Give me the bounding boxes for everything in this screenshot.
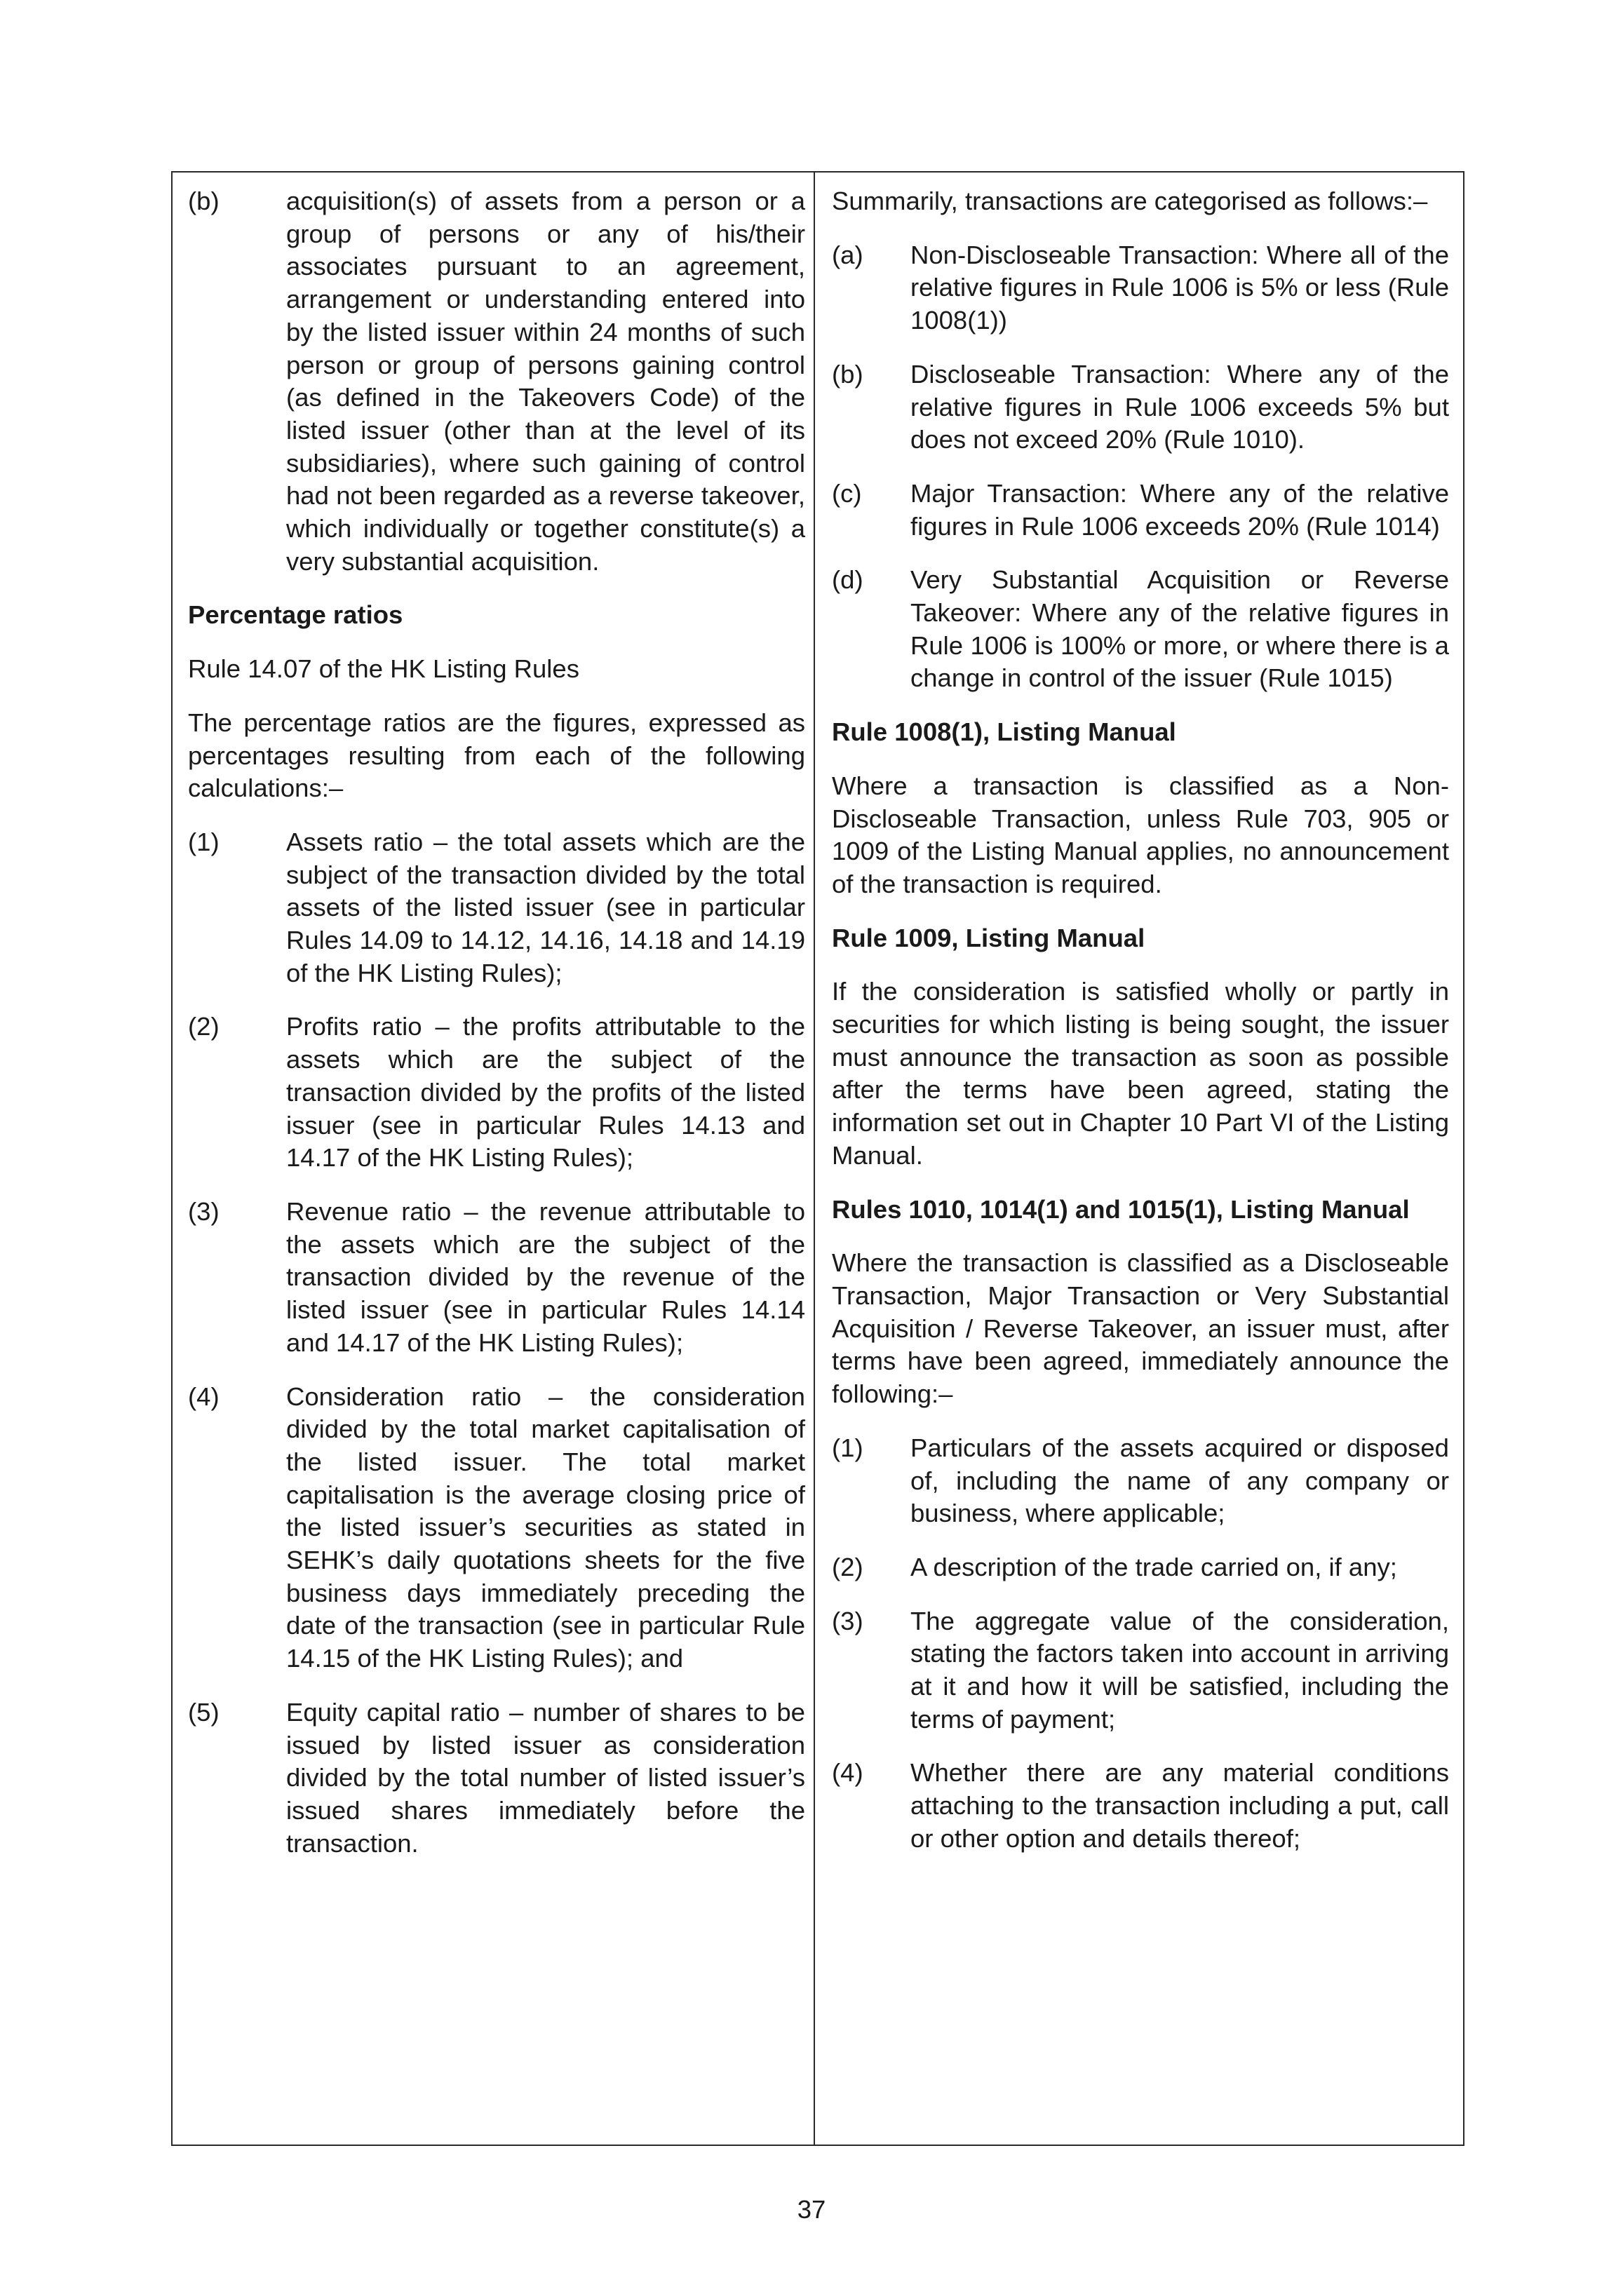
para-rule-1008: Where a transaction is classified as a Non-Discloseable Transaction, unless Rule 703, 905 or 1009 of the Listing Manual applies, no announcement of the transaction is required. xyxy=(832,771,1449,898)
left-column xyxy=(188,185,805,1860)
para-rule-1009: If the consideration is satisfied wholly or partly in securities for which listing is being sought, the issuer must announce the transaction as soon as possible after the terms have been agreed, stating the information set out in Chapter 10 Part VI of the Listing Manual. xyxy=(832,977,1449,1170)
item-label: (b) xyxy=(188,187,220,215)
announce-item-4 xyxy=(832,1757,1449,1855)
item-text: Non-Discloseable Transaction: Where all of the relative figures in Rule 1006 is 5% or less (Rule 1008(1)) xyxy=(910,240,1449,335)
left-item-b xyxy=(188,185,805,578)
item-label: (d) xyxy=(832,565,863,595)
item-label: (c) xyxy=(832,478,862,508)
ratio-item-revenue xyxy=(188,1196,805,1360)
item-label: (3) xyxy=(832,1606,863,1635)
item-label: (a) xyxy=(832,240,863,269)
item-text: Major Transaction: Where any of the relative figures in Rule 1006 exceeds 20% (Rule 1014) xyxy=(910,478,1449,541)
category-item-a xyxy=(832,239,1449,337)
para-rules-1010-1014-1015: Where the transaction is classified as a Discloseable Transaction, Major Transaction or Very Substantial Acquisition / Reverse Takeover, an issuer must, after terms have been agreed, immediately announce the following:– xyxy=(832,1248,1449,1409)
item-text: The aggregate value of the consideration, stating the factors taken into account in arriving at it and how it will be satisfied, including the terms of payment; xyxy=(910,1606,1449,1734)
item-text: Profits ratio – the profits attributable to the assets which are the subject of the transaction divided by the profits of the listed issuer (see in particular Rules 14.13 and 14.17 of the HK Listing Rules); xyxy=(286,1012,805,1173)
item-label: (2) xyxy=(832,1552,863,1581)
announce-item-3 xyxy=(832,1605,1449,1736)
ratio-item-profits xyxy=(188,1011,805,1175)
heading-rule-1008: Rule 1008(1), Listing Manual xyxy=(832,717,1176,747)
item-label: (b) xyxy=(832,359,863,389)
page-number: 37 xyxy=(797,2195,826,2224)
heading-rule-1009: Rule 1009, Listing Manual xyxy=(832,923,1145,952)
item-label: (1) xyxy=(188,827,220,856)
ratio-item-consideration xyxy=(188,1381,805,1675)
item-label: (2) xyxy=(188,1012,220,1041)
rule-reference: Rule 14.07 of the HK Listing Rules xyxy=(188,654,579,684)
announce-item-1 xyxy=(832,1432,1449,1530)
item-text: acquisition(s) of assets from a person or a group of persons or any of his/their associates pursuant to an agreement, arrangement or understanding entered into by the listed issuer within 24 months of such person or group of persons gaining control (as defined in the Takeovers Code) of the listed issuer (other than at the level of its subsidiaries), where such gaining of control had not been regarded as a reverse takeover, which individually or together constitute(s) a very substantial acquisition. xyxy=(286,187,805,576)
ratio-item-equity-capital xyxy=(188,1696,805,1861)
item-text: Assets ratio – the total assets which are the subject of the transaction divided by the total assets of the listed issuer (see in particular Rules 14.09 to 14.12, 14.16, 14.18 and 14.19 of the HK Listing Rules); xyxy=(286,827,805,987)
summary-intro: Summarily, transactions are categorised as follows:– xyxy=(832,187,1428,215)
category-item-d xyxy=(832,564,1449,695)
item-label: (5) xyxy=(188,1697,220,1727)
item-label: (4) xyxy=(188,1382,220,1411)
heading-rules-1010-1014-1015: Rules 1010, 1014(1) and 1015(1), Listing Manual xyxy=(832,1194,1410,1224)
item-text: Particulars of the assets acquired or disposed of, including the name of any company or business, where applicable; xyxy=(910,1433,1449,1528)
item-text: Consideration ratio – the consideration divided by the total market capitalisation of the listed issuer. The total market capitalisation is the average closing price of the listed issuer’s securities as stated in SEHK’s daily quotations sheets for the five business days immediately preceding the date of the transaction (see in particular Rule 14.15 of the HK Listing Rules); and xyxy=(286,1382,805,1673)
item-text: Equity capital ratio – number of shares to be issued by listed issuer as consideration divided by the total number of listed issuer’s issued shares immediately before the transaction. xyxy=(286,1697,805,1858)
heading-percentage-ratios: Percentage ratios xyxy=(188,600,403,630)
announce-item-2 xyxy=(832,1551,1449,1584)
ratios-intro: The percentage ratios are the figures, expressed as percentages resulting from each of the following calculations:– xyxy=(188,708,805,803)
item-label: (3) xyxy=(188,1196,220,1226)
item-text: Very Substantial Acquisition or Reverse Takeover: Where any of the relative figures in Rule 1006 is 100% or more, or where there is a change in control of the issuer (Rule 1015) xyxy=(910,565,1449,693)
item-text: Revenue ratio – the revenue attributable to the assets which are the subject of the transaction divided by the revenue of the listed issuer (see in particular Rules 14.14 and 14.17 of the HK Listing Rules); xyxy=(286,1196,805,1357)
item-text: Whether there are any material conditions attaching to the transaction including a put, call or other option and details thereof; xyxy=(910,1758,1449,1853)
column-divider xyxy=(814,171,815,2146)
item-label: (4) xyxy=(832,1758,863,1788)
ratio-item-assets xyxy=(188,826,805,990)
item-label: (1) xyxy=(832,1433,863,1462)
category-item-c xyxy=(832,478,1449,543)
item-text: Discloseable Transaction: Where any of the relative figures in Rule 1006 exceeds 5% but does not exceed 20% (Rule 1010). xyxy=(910,359,1449,454)
item-text: A description of the trade carried on, if any; xyxy=(910,1552,1397,1581)
right-column xyxy=(832,185,1449,1856)
category-item-b xyxy=(832,358,1449,457)
